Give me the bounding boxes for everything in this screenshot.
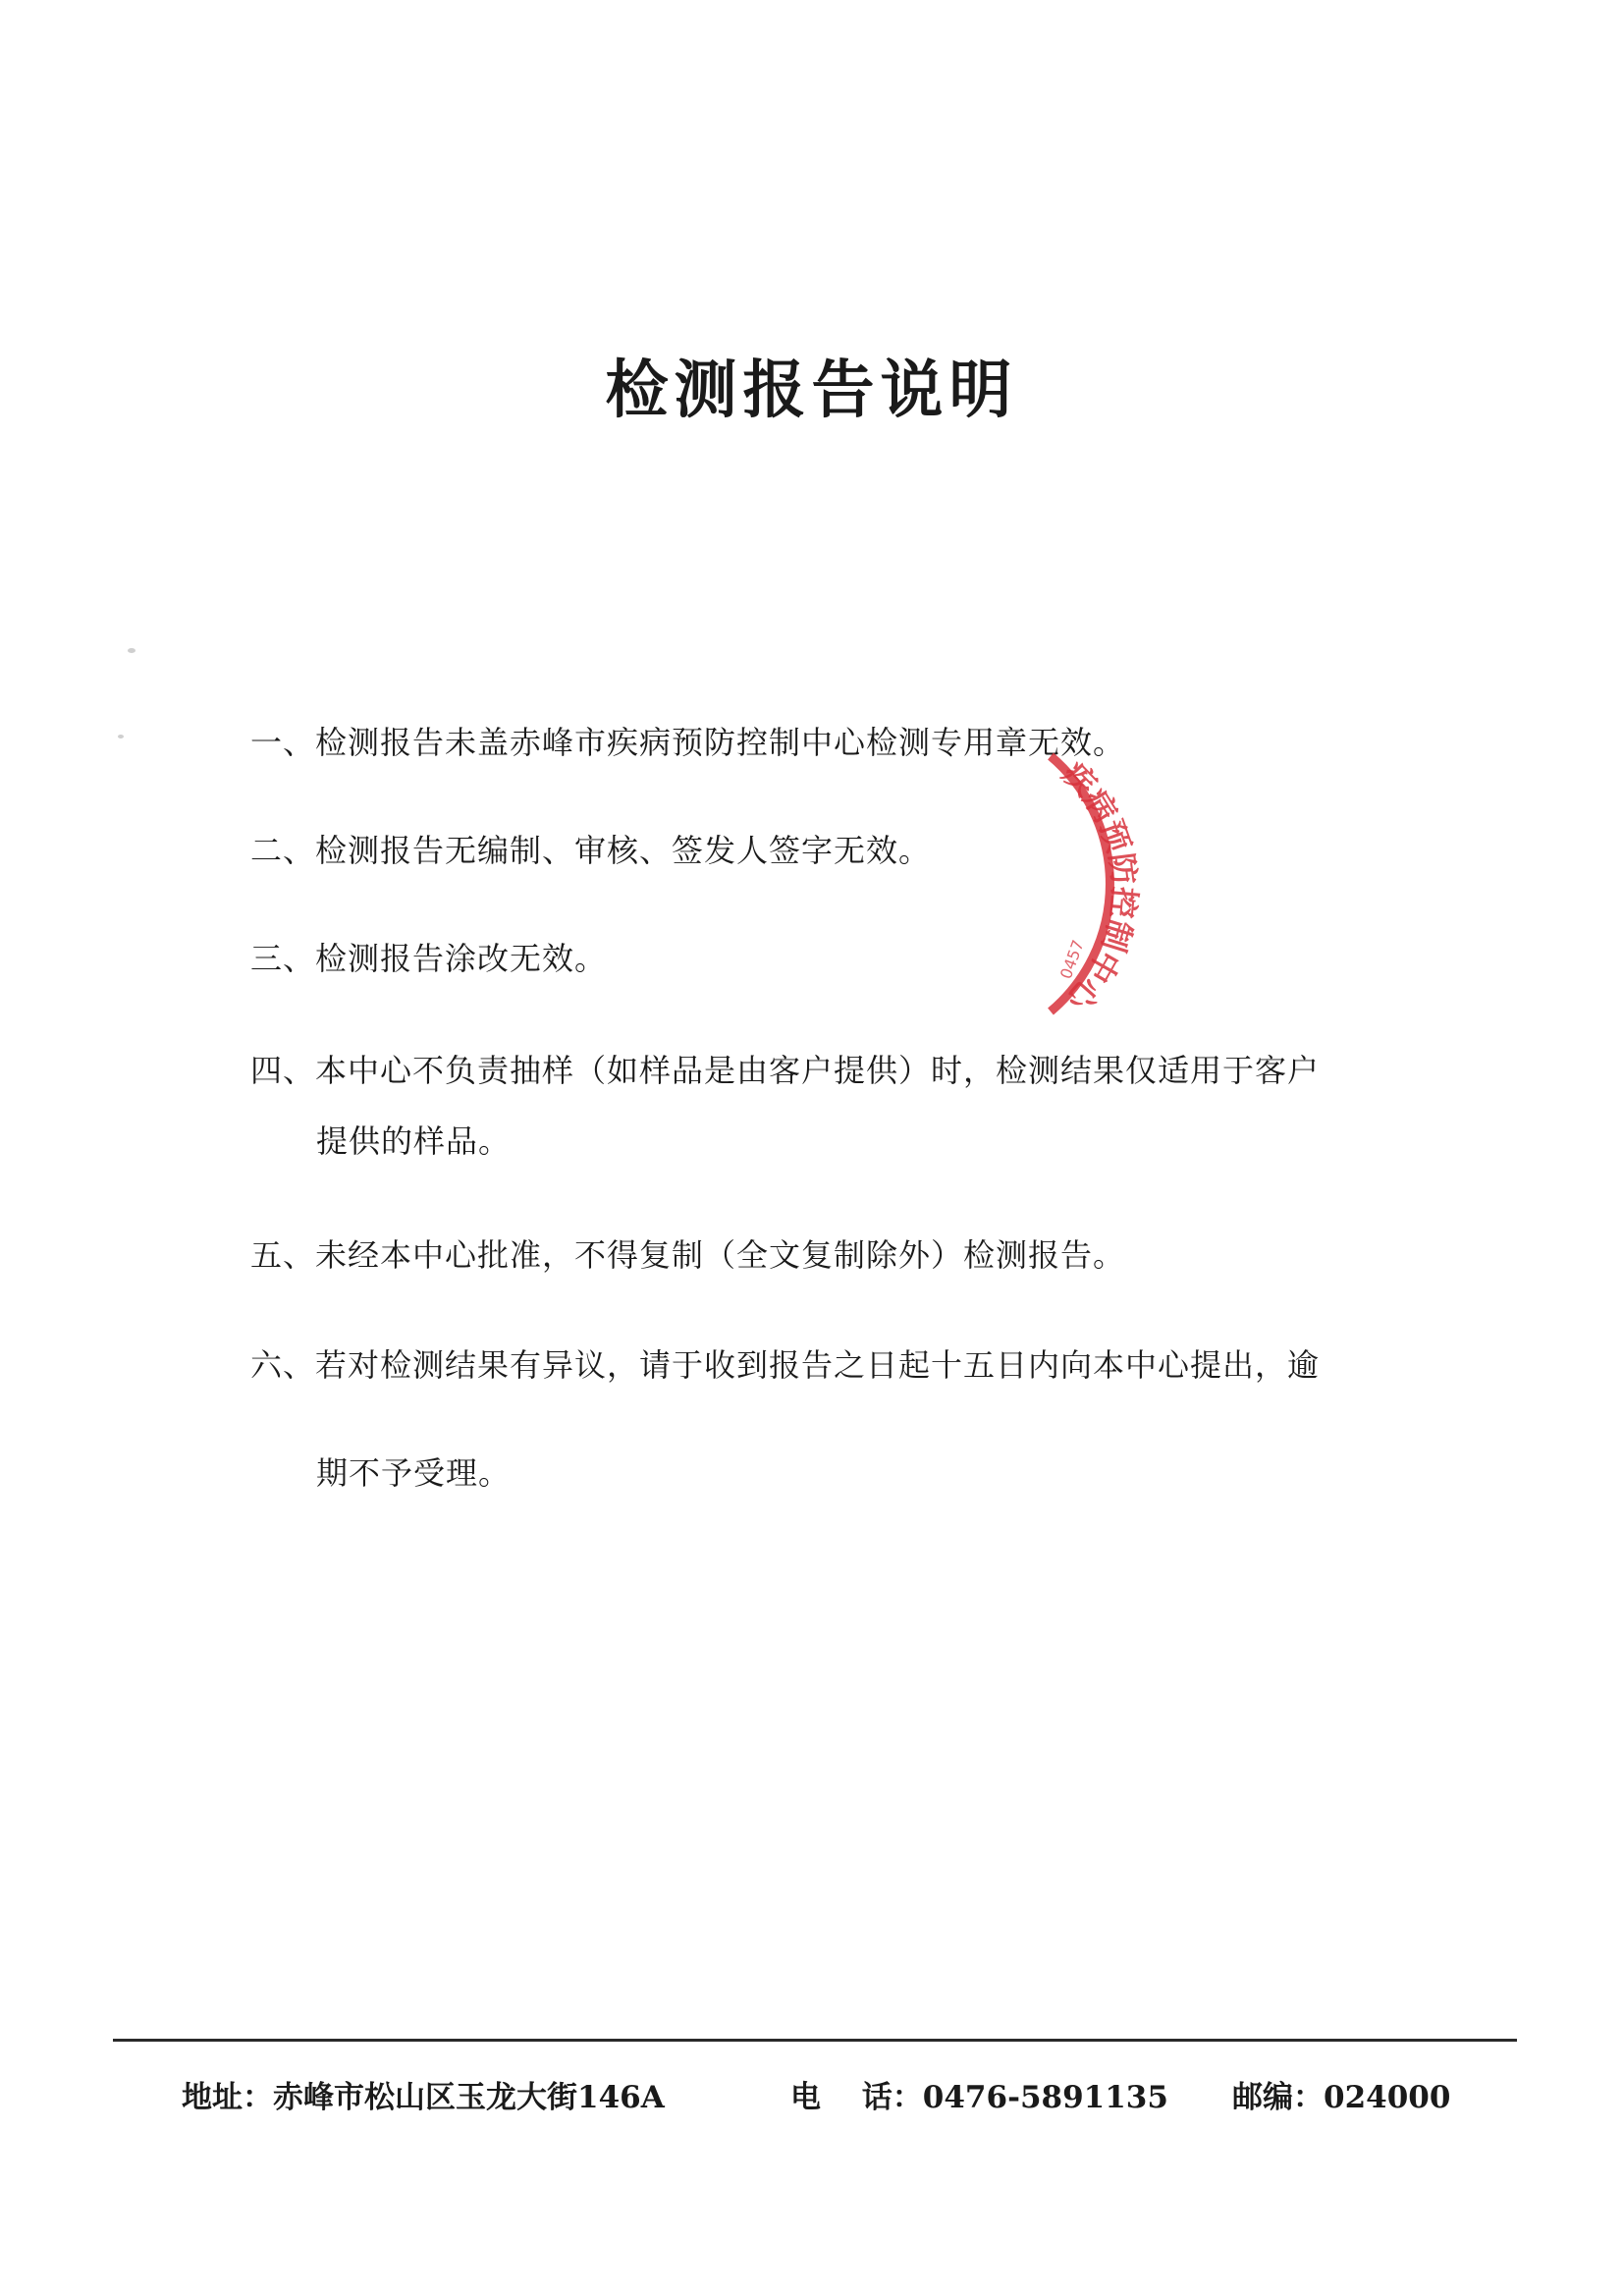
scan-speck xyxy=(118,735,124,738)
svg-text:0457: 0457 xyxy=(1055,937,1088,982)
item-text: 检测报告未盖赤峰市疾病预防控制中心检测专用章无效。 xyxy=(315,724,1126,761)
item-number: 三、 xyxy=(250,940,316,977)
item-text: 若对检测结果有异议，请于收到报告之日起十五日内向本中心提出，逾 xyxy=(315,1346,1321,1384)
list-item xyxy=(250,939,1350,978)
footer-divider xyxy=(113,2039,1517,2042)
item-number: 一、 xyxy=(250,724,316,761)
seal-lettering: 疾病预防控制中心 xyxy=(1055,754,1144,1018)
page-title: 检测报告说明 xyxy=(605,355,1018,427)
scan-speck xyxy=(128,648,135,653)
footer-phone: 电 话：0476-5891135 xyxy=(790,2080,1168,2115)
list-item xyxy=(250,831,1350,870)
item-text: 检测报告涂改无效。 xyxy=(315,940,608,977)
svg-text:疾病预防控制中心 xyxy=(1055,755,1144,1019)
item-continuation: 提供的样品。 xyxy=(316,1122,512,1160)
list-item xyxy=(250,1345,1350,1385)
item-text: 本中心不负责抽样（如样品是由客户提供）时，检测结果仅适用于客户 xyxy=(315,1052,1321,1089)
item-number: 六、 xyxy=(250,1346,316,1384)
item-number: 二、 xyxy=(250,832,316,869)
item-text: 检测报告无编制、审核、签发人签字无效。 xyxy=(315,832,932,869)
list-item xyxy=(250,1051,1350,1090)
list-item xyxy=(250,1235,1350,1275)
item-text: 未经本中心批准，不得复制（全文复制除外）检测报告。 xyxy=(315,1236,1126,1274)
item-number: 五、 xyxy=(250,1236,316,1274)
item-number: 四、 xyxy=(250,1052,316,1089)
footer-address: 地址：赤峰市松山区玉龙大街146A xyxy=(182,2080,665,2115)
footer-postcode: 邮编：024000 xyxy=(1232,2080,1451,2115)
item-continuation: 期不予受理。 xyxy=(316,1454,512,1492)
list-item xyxy=(250,723,1350,762)
